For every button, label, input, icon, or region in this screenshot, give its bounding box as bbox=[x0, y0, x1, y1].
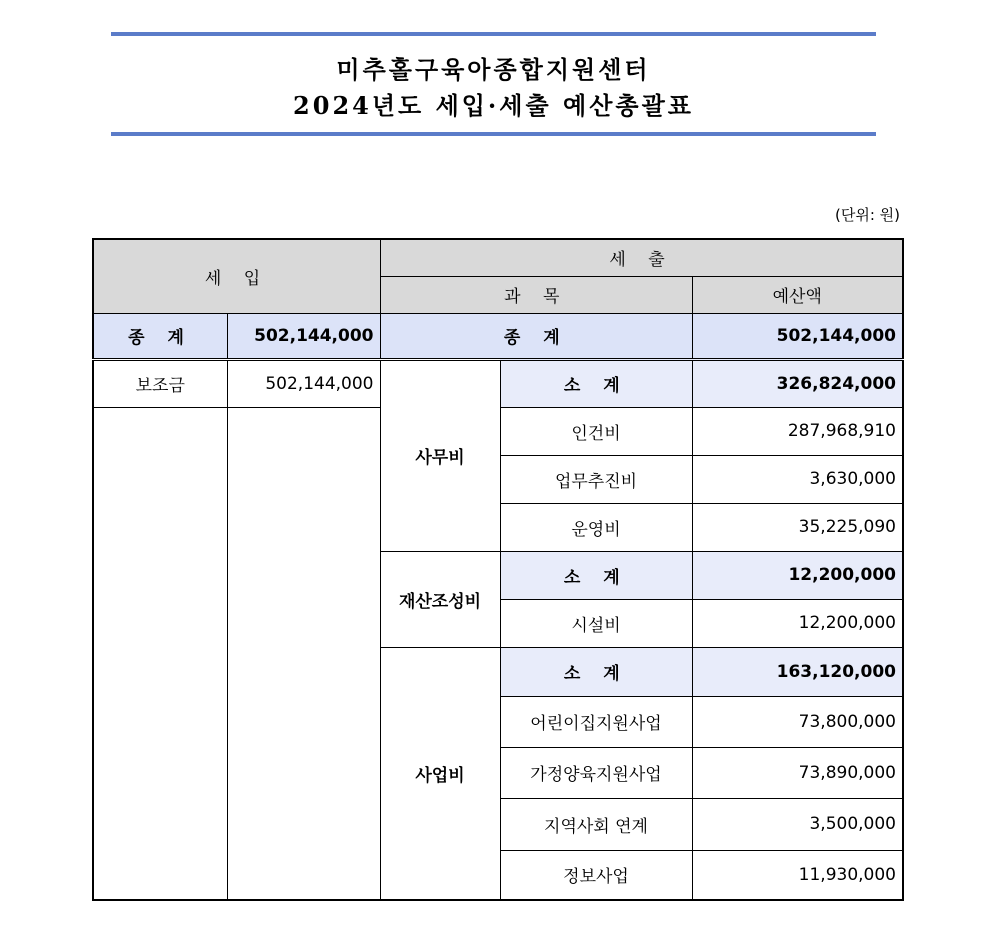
item-label: 정보사업 bbox=[500, 850, 692, 900]
subject-header: 과 목 bbox=[380, 276, 692, 313]
item-amount: 11,930,000 bbox=[692, 850, 903, 900]
group-name: 사업비 bbox=[380, 647, 500, 900]
subtotal-amount: 163,120,000 bbox=[692, 647, 903, 696]
item-amount: 35,225,090 bbox=[692, 503, 903, 551]
item-label: 지역사회 연계 bbox=[500, 798, 692, 850]
revenue-empty-amount bbox=[227, 407, 380, 900]
group-name: 재산조성비 bbox=[380, 551, 500, 647]
item-label: 인건비 bbox=[500, 407, 692, 455]
budget-table bbox=[92, 238, 904, 901]
item-label: 가정양육지원사업 bbox=[500, 747, 692, 798]
item-amount: 287,968,910 bbox=[692, 407, 903, 455]
subtotal-label: 소 계 bbox=[500, 647, 692, 696]
expense-total-label: 종 계 bbox=[380, 313, 692, 359]
item-amount: 73,890,000 bbox=[692, 747, 903, 798]
top-rule bbox=[111, 32, 876, 36]
subtotal-label: 소 계 bbox=[500, 359, 692, 407]
item-amount: 3,500,000 bbox=[692, 798, 903, 850]
unit-label: (단위: 원) bbox=[835, 206, 900, 224]
expense-total-amount: 502,144,000 bbox=[692, 313, 903, 359]
item-amount: 73,800,000 bbox=[692, 696, 903, 747]
budget-header: 예산액 bbox=[692, 276, 903, 313]
subtotal-amount: 12,200,000 bbox=[692, 551, 903, 599]
revenue-empty-label bbox=[93, 407, 227, 900]
revenue-total-amount: 502,144,000 bbox=[227, 313, 380, 359]
item-label: 어린이집지원사업 bbox=[500, 696, 692, 747]
subtotal-label: 소 계 bbox=[500, 551, 692, 599]
revenue-total-label: 종 계 bbox=[93, 313, 227, 359]
group-name: 사무비 bbox=[380, 359, 500, 551]
revenue-header: 세 입 bbox=[93, 239, 380, 313]
page-title: 미추홀구육아종합지원센터 bbox=[336, 55, 651, 84]
item-label: 시설비 bbox=[500, 599, 692, 647]
revenue-item-amount: 502,144,000 bbox=[227, 359, 380, 407]
revenue-item-label: 보조금 bbox=[93, 359, 227, 407]
expense-header: 세 출 bbox=[380, 239, 903, 276]
item-amount: 12,200,000 bbox=[692, 599, 903, 647]
bottom-rule bbox=[111, 132, 876, 136]
subtotal-amount: 326,824,000 bbox=[692, 359, 903, 407]
item-label: 업무추진비 bbox=[500, 455, 692, 503]
page-subtitle: 2024년도 세입·세출 예산총괄표 bbox=[293, 91, 694, 120]
item-amount: 3,630,000 bbox=[692, 455, 903, 503]
item-label: 운영비 bbox=[500, 503, 692, 551]
